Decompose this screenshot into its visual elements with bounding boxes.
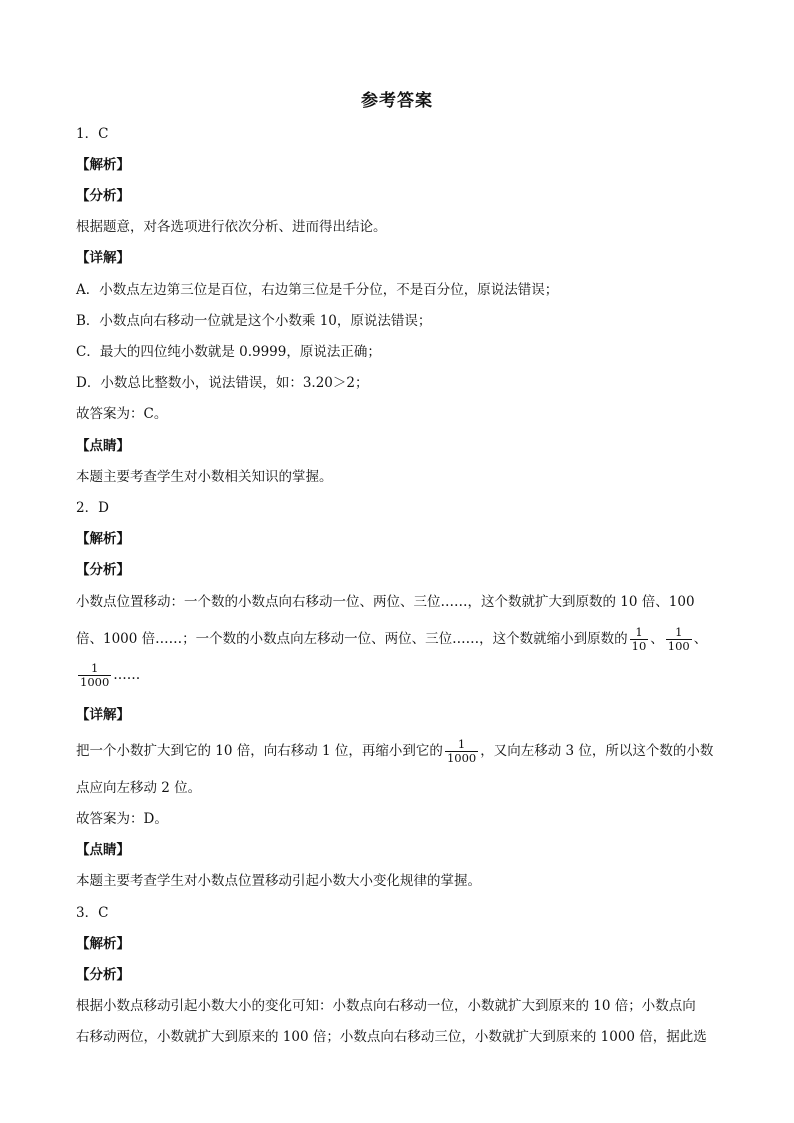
q2-xiangjie-heading: 【详解】 bbox=[76, 707, 130, 723]
q1-option-a: A．小数点左边第三位是百位，右边第三位是千分位，不是百分位，原说法错误； bbox=[76, 282, 559, 298]
q1-analysis: 根据题意，对各选项进行依次分析、进而得出结论。 bbox=[76, 219, 387, 235]
q3-fenxi-heading: 【分析】 bbox=[76, 967, 130, 983]
q2-detail-text-b: ，又向左移动 3 位，所以这个数的小数 bbox=[480, 743, 714, 759]
q2-analysis-line2-text: 倍、1000 倍……；一个数的小数点向左移动一位、两位、三位……，这个数就缩小到原数的 bbox=[76, 631, 628, 647]
q3-answer: 3．C bbox=[76, 905, 109, 921]
q2-analysis-line2 bbox=[76, 626, 707, 653]
q1-option-b: B．小数点向右移动一位就是这个小数乘 10，原说法错误； bbox=[76, 313, 432, 329]
fraction-one-thousandth bbox=[445, 738, 478, 765]
fraction-denominator: 1000 bbox=[80, 675, 110, 689]
fraction-denominator: 10 bbox=[631, 639, 647, 653]
q3-analysis-line1: 根据小数点移动引起小数大小的变化可知：小数点向右移动一位，小数就扩大到原来的 10 倍；小数点向 bbox=[76, 998, 696, 1014]
q2-fenxi-heading: 【分析】 bbox=[76, 562, 130, 578]
fraction-numerator: 1 bbox=[635, 625, 643, 639]
q1-comment: 本题主要考查学生对小数相关知识的掌握。 bbox=[76, 469, 333, 485]
q2-analysis-line1: 小数点位置移动：一个数的小数点向右移动一位、两位、三位……，这个数就扩大到原数的 10 倍、100 bbox=[76, 594, 695, 610]
q2-detail-line2: 点应向左移动 2 位。 bbox=[76, 780, 202, 796]
q2-dianjing-heading: 【点睛】 bbox=[76, 842, 130, 858]
q2-detail-line1 bbox=[76, 738, 713, 765]
fraction-denominator: 100 bbox=[667, 639, 690, 653]
q1-fenxi-heading: 【分析】 bbox=[76, 188, 130, 204]
fraction-denominator: 1000 bbox=[446, 751, 477, 765]
ellipsis: …… bbox=[113, 667, 141, 683]
q1-answer: 1．C bbox=[76, 126, 109, 142]
page-title: 参考答案 bbox=[361, 91, 433, 111]
q1-conclusion: 故答案为：C。 bbox=[76, 406, 168, 422]
q2-detail-text-a: 把一个小数扩大到它的 10 倍，向右移动 1 位，再缩小到它的 bbox=[76, 743, 443, 759]
q1-option-d: D．小数总比整数小，说法错误，如：3.20＞2； bbox=[76, 375, 369, 391]
q1-jiexi-heading: 【解析】 bbox=[76, 157, 130, 173]
fraction-numerator: 1 bbox=[457, 737, 466, 751]
q1-xiangjie-heading: 【详解】 bbox=[76, 250, 130, 266]
q2-answer: 2．D bbox=[76, 500, 109, 516]
q2-conclusion: 故答案为：D。 bbox=[76, 811, 168, 827]
fraction-one-tenth bbox=[630, 626, 649, 653]
fraction-numerator: 1 bbox=[675, 625, 683, 639]
fraction-one-thousandth bbox=[78, 662, 111, 689]
separator: 、 bbox=[650, 631, 664, 647]
fraction-one-hundredth bbox=[666, 626, 692, 653]
q2-jiexi-heading: 【解析】 bbox=[76, 531, 130, 547]
fraction-numerator: 1 bbox=[90, 661, 99, 675]
q2-analysis-line3 bbox=[76, 662, 140, 689]
q3-jiexi-heading: 【解析】 bbox=[76, 936, 130, 952]
q3-analysis-line2: 右移动两位，小数就扩大到原来的 100 倍；小数点向右移动三位，小数就扩大到原来的 1000 倍，据此选 bbox=[76, 1029, 707, 1045]
q1-option-c: C．最大的四位纯小数就是 0.9999，原说法正确； bbox=[76, 344, 381, 360]
q2-comment: 本题主要考查学生对小数点位置移动引起小数大小变化规律的掌握。 bbox=[76, 873, 481, 889]
separator: 、 bbox=[693, 631, 708, 647]
q1-dianjing-heading: 【点睛】 bbox=[76, 438, 130, 454]
